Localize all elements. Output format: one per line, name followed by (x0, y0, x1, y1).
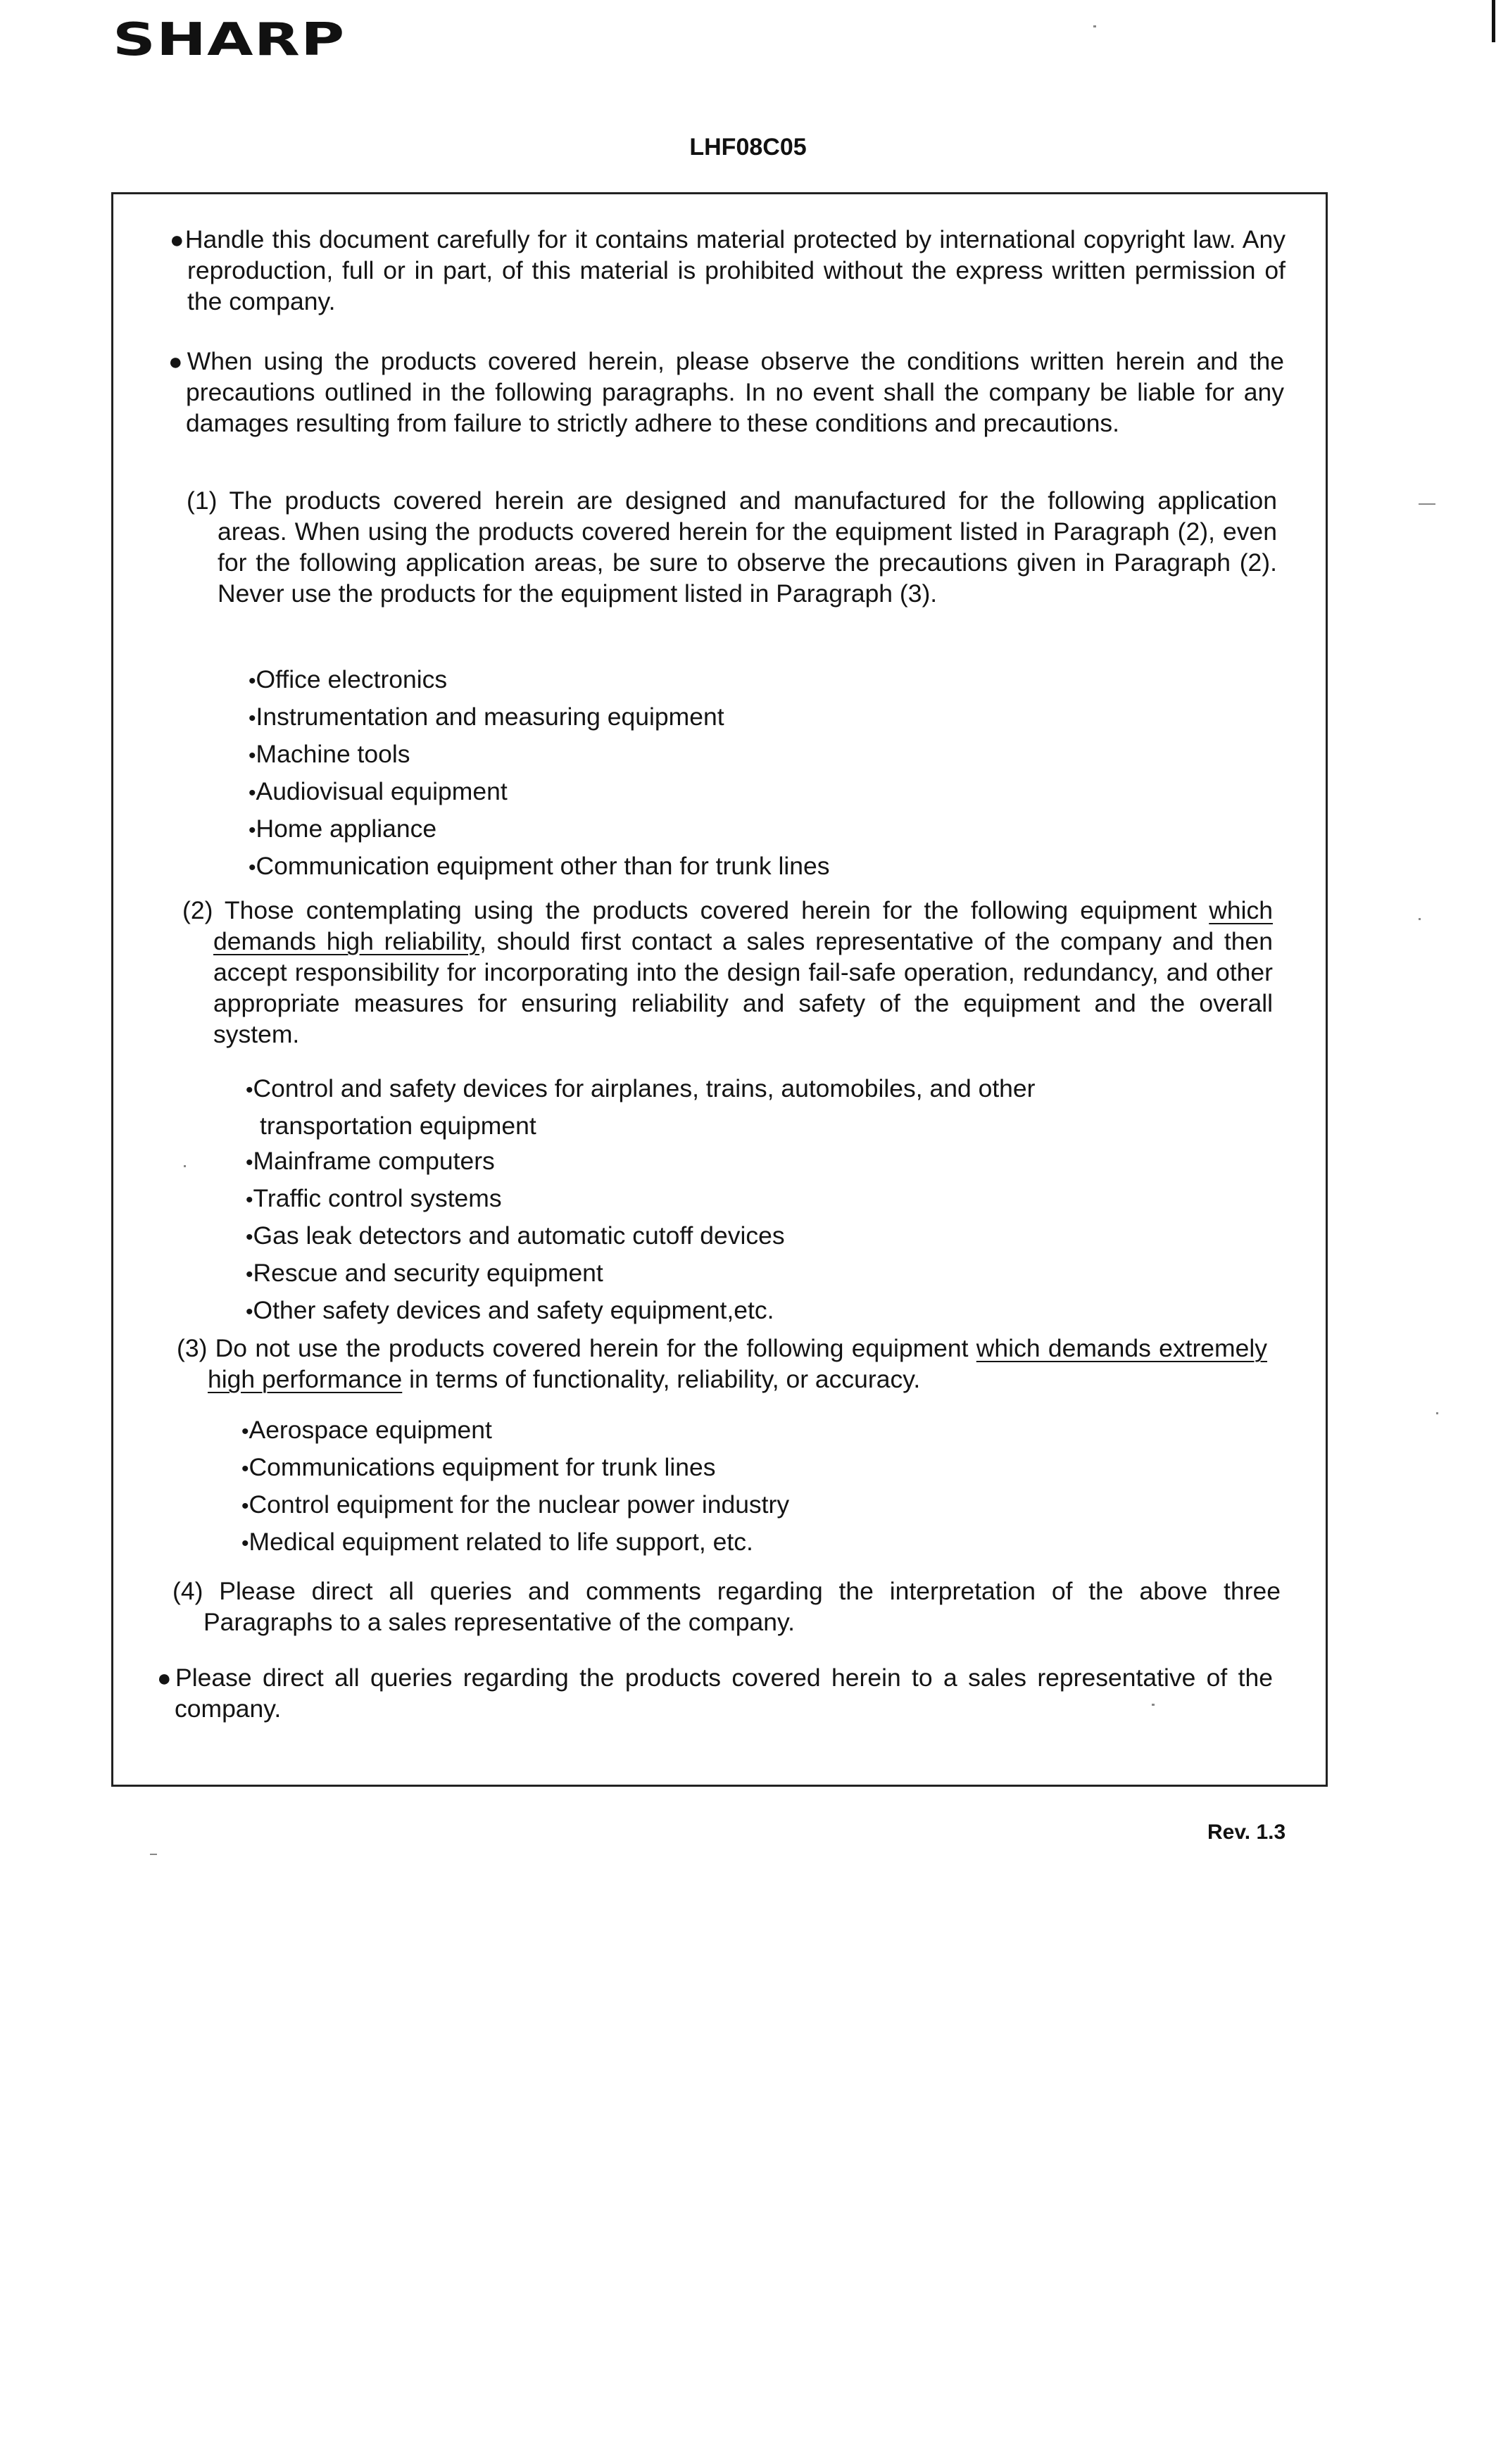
bullet-dot-icon: ● (157, 1665, 176, 1692)
paragraph-2 (182, 895, 1273, 1050)
list-item: • Mainframe computers (246, 1143, 1175, 1181)
list-item: • Machine tools (249, 736, 1164, 774)
list-item: • Rescue and security equipment (246, 1255, 1175, 1293)
document-number: LHF08C05 (689, 134, 807, 161)
high-reliability-underline: which demands high reliability (213, 896, 1273, 955)
list-item: • Gas leak detectors and automatic cutoff devices (246, 1218, 1175, 1255)
list-item: • Control equipment for the nuclear power industry (241, 1487, 1171, 1524)
paragraph-1-number: (1) (187, 486, 218, 515)
list-item: • Audiovisual equipment (249, 774, 1164, 811)
list-item: • Home appliance (249, 811, 1164, 848)
sharp-logo: SHARP (113, 14, 346, 66)
paragraph-2-text-after: , should first contact a sales representative of the company and then accept responsibility for incorporating into the design fail-safe operation, redundancy, and other appropriate measures for ensuring reliability and safety of the equipment and the overall system. (213, 927, 1273, 1048)
notice-box (111, 192, 1328, 1787)
copyright-notice-text: Handle this document carefully for it contains material protected by international copyright law. Any reproduction, full or in part, of this material is prohibited without the express written permission of the company. (184, 225, 1286, 315)
list-item: • Communication equipment other than for trunk lines (249, 848, 1164, 886)
paragraph-3 (177, 1333, 1267, 1395)
scan-speck (184, 1165, 186, 1167)
scan-speck (1093, 25, 1096, 27)
bullet-dot-icon: ● (170, 227, 185, 253)
paragraph-3-text-before: Do not use the products covered herein for the following equipment (215, 1334, 969, 1362)
scan-edge-mark (1492, 0, 1495, 42)
paragraph-4-text: Please direct all queries and comments regarding the interpretation of the above three Paragraphs to a sales representative of the company. (203, 1577, 1281, 1636)
paragraph-2-number: (2) (182, 896, 213, 924)
paragraph-4-number: (4) (172, 1577, 203, 1605)
list-item: • Communications equipment for trunk lines (241, 1450, 1171, 1487)
list-item: • Control and safety devices for airplanes, trains, automobiles, and other transportation equipment (246, 1071, 1175, 1143)
copyright-notice (170, 224, 1286, 317)
scan-speck (1152, 1704, 1155, 1706)
revision-label: Rev. 1.3 (1207, 1821, 1286, 1844)
bullet-dot-icon: ● (168, 348, 187, 375)
queries-notice (157, 1662, 1273, 1724)
application-areas-list (249, 662, 1164, 886)
paragraph-3-text-after: in terms of functionality, reliability, or accuracy. (409, 1365, 921, 1393)
list-item: • Instrumentation and measuring equipment (249, 699, 1164, 736)
high-reliability-list (246, 1071, 1175, 1330)
conditions-notice (168, 346, 1284, 439)
list-item: • Medical equipment related to life support, etc. (241, 1524, 1171, 1561)
scan-speck (1436, 1412, 1438, 1414)
paragraph-2-text-before: Those contemplating using the products covered herein for the following equipment (224, 896, 1198, 924)
high-performance-underline: which demands extremely high performance (208, 1334, 1268, 1393)
paragraph-1-text: The products covered herein are designed and manufactured for the following application areas. When using the products covered herein for the equipment listed in Paragraph (2), even for the following application areas, be sure to observe the precautions given in Paragraph (2). Never use the products for the equipment listed in Paragraph (3). (218, 486, 1277, 608)
prohibited-equipment-list (241, 1412, 1171, 1561)
list-item: • Aerospace equipment (241, 1412, 1171, 1450)
queries-notice-text: Please direct all queries regarding the products covered herein to a sales representative of the company. (175, 1664, 1273, 1723)
scan-speck (1419, 918, 1421, 920)
paragraph-4 (172, 1576, 1281, 1638)
list-item: • Office electronics (249, 662, 1164, 699)
scan-speck (150, 1854, 157, 1855)
scan-speck (1419, 503, 1435, 505)
list-item: • Traffic control systems (246, 1181, 1175, 1218)
paragraph-3-number: (3) (177, 1334, 208, 1362)
conditions-notice-text: When using the products covered herein, please observe the conditions written herein and the precautions outlined in the following paragraphs. In no event shall the company be liable for any damages resulting from failure to strictly adhere to these conditions and precautions. (186, 347, 1284, 437)
paragraph-1 (187, 485, 1277, 609)
list-item: • Other safety devices and safety equipment,etc. (246, 1293, 1175, 1330)
